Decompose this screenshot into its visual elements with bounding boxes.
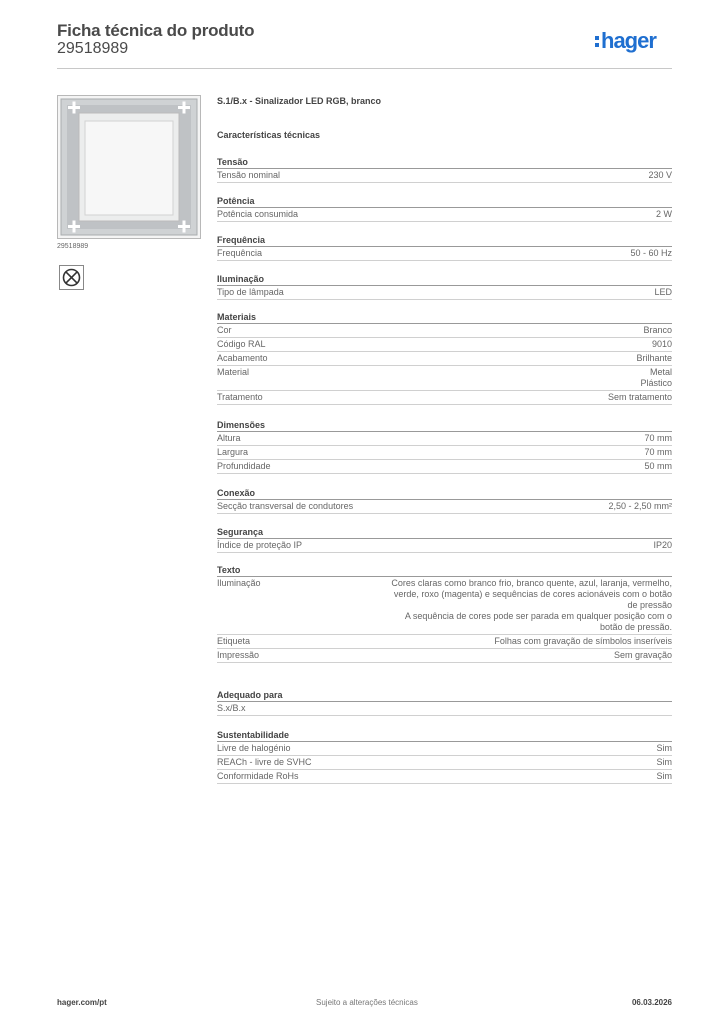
product-photo bbox=[57, 95, 201, 239]
spec-value: Sim bbox=[656, 771, 672, 781]
spec-row bbox=[217, 338, 672, 352]
spec-value-line: de pressão bbox=[627, 600, 672, 610]
spec-label: Livre de halogénio bbox=[217, 743, 291, 753]
spec-row bbox=[217, 391, 672, 405]
spec-value bbox=[640, 367, 672, 389]
header-title: Ficha técnica do produto bbox=[57, 21, 255, 40]
spec-row bbox=[217, 770, 672, 784]
spec-row bbox=[217, 324, 672, 338]
spec-row bbox=[217, 208, 672, 222]
photo-code: 29518989 bbox=[57, 243, 89, 250]
spec-row bbox=[217, 432, 672, 446]
spec-label: Largura bbox=[217, 447, 249, 457]
spec-label: Impressão bbox=[217, 650, 260, 660]
spec-value: IP20 bbox=[653, 540, 672, 550]
spec-value: Sem gravação bbox=[613, 650, 672, 660]
spec-row bbox=[217, 539, 672, 553]
spec-label: Conformidade RoHs bbox=[217, 771, 299, 781]
spec-label: Potência consumida bbox=[217, 209, 299, 219]
spec-row bbox=[217, 366, 672, 391]
spec-group-title: Materiais bbox=[217, 311, 672, 324]
spec-group-title: Texto bbox=[217, 564, 672, 577]
spec-value-line: verde, roxo (magenta) e sequências de cores acionáveis com o botão bbox=[393, 589, 672, 599]
spec-row bbox=[217, 756, 672, 770]
spec-value: Brilhante bbox=[636, 353, 672, 363]
spec-label: Índice de proteção IP bbox=[217, 540, 303, 550]
spec-group-title: Segurança bbox=[217, 526, 672, 539]
spec-label: Iluminação bbox=[217, 578, 261, 588]
hager-logo-icon bbox=[594, 27, 674, 57]
spec-label: Tipo de lâmpada bbox=[217, 287, 284, 297]
spec-group bbox=[217, 526, 672, 553]
spec-row bbox=[217, 649, 672, 663]
spec-label: Frequência bbox=[217, 248, 263, 258]
spec-value: Sem tratamento bbox=[607, 392, 672, 402]
spec-group-title: Conexão bbox=[217, 487, 672, 500]
spec-label: Código RAL bbox=[217, 339, 266, 349]
spec-value-line: A sequência de cores pode ser parada em qualquer posição com o bbox=[404, 611, 672, 621]
spec-value: Branco bbox=[643, 325, 672, 335]
spec-value: 70 mm bbox=[644, 433, 672, 443]
spec-value: 50 mm bbox=[644, 461, 672, 471]
spec-group-title: Tensão bbox=[217, 156, 672, 169]
spec-row bbox=[217, 352, 672, 366]
footer-website[interactable]: hager.com/pt bbox=[57, 998, 107, 1007]
spec-value: 230 V bbox=[648, 170, 672, 180]
logo-text: hager bbox=[601, 28, 656, 53]
spec-row bbox=[217, 577, 672, 635]
spec-group bbox=[217, 729, 672, 784]
spec-label: Profundidade bbox=[217, 461, 271, 471]
footer-date: 06.03.2026 bbox=[631, 998, 672, 1007]
spec-group bbox=[217, 195, 672, 222]
spec-value bbox=[367, 578, 672, 633]
spec-group bbox=[217, 156, 672, 183]
spec-row bbox=[217, 460, 672, 474]
footer-note: Sujeito a alterações técnicas bbox=[316, 998, 418, 1007]
spec-value: Sim bbox=[656, 757, 672, 767]
spec-row bbox=[217, 286, 672, 300]
spec-value-line: Metal bbox=[649, 367, 672, 377]
spec-group bbox=[217, 234, 672, 261]
spec-group bbox=[217, 273, 672, 300]
spec-row bbox=[217, 247, 672, 261]
spec-value: Sim bbox=[656, 743, 672, 753]
spec-group-title: Iluminação bbox=[217, 273, 672, 286]
spec-row bbox=[217, 635, 672, 649]
spec-label: REACh - livre de SVHC bbox=[217, 757, 312, 767]
spec-label: Material bbox=[217, 367, 250, 377]
spec-group-title: Potência bbox=[217, 195, 672, 208]
spec-row bbox=[217, 500, 672, 514]
spec-value-line: Plástico bbox=[640, 378, 672, 388]
spec-group bbox=[217, 419, 672, 474]
section-heading: Características técnicas bbox=[217, 130, 321, 140]
spec-group bbox=[217, 689, 672, 716]
spec-row bbox=[217, 446, 672, 460]
header-product-code: 29518989 bbox=[57, 40, 129, 57]
spec-label: Secção transversal de condutores bbox=[217, 501, 354, 511]
spec-row bbox=[217, 169, 672, 183]
spec-value: 70 mm bbox=[644, 447, 672, 457]
spec-value: LED bbox=[654, 287, 672, 297]
spec-label: Etiqueta bbox=[217, 636, 251, 646]
spec-group-title: Sustentabilidade bbox=[217, 729, 672, 742]
spec-row bbox=[217, 742, 672, 756]
spec-value: 2 W bbox=[655, 209, 672, 219]
spec-group-title: Adequado para bbox=[217, 689, 672, 702]
lamp-symbol-icon bbox=[59, 265, 84, 290]
spec-group bbox=[217, 487, 672, 514]
spec-label: Tensão nominal bbox=[217, 170, 281, 180]
spec-group bbox=[217, 564, 672, 663]
spec-group-title: Dimensões bbox=[217, 419, 672, 432]
spec-label: Tratamento bbox=[217, 392, 263, 402]
spec-label: Altura bbox=[217, 433, 241, 443]
spec-label: Acabamento bbox=[217, 353, 268, 363]
product-title: S.1/B.x - Sinalizador LED RGB, branco bbox=[217, 96, 382, 106]
spec-value-line: Cores claras como branco frio, branco quente, azul, laranja, vermelho, bbox=[391, 578, 672, 588]
spec-row bbox=[217, 702, 672, 716]
spec-label: Cor bbox=[217, 325, 232, 335]
spec-label: S.x/B.x bbox=[217, 703, 246, 713]
spec-group-title: Frequência bbox=[217, 234, 672, 247]
spec-value: Folhas com gravação de símbolos inseríveis bbox=[494, 636, 672, 646]
spec-value: 9010 bbox=[651, 339, 672, 349]
header-divider bbox=[57, 68, 672, 69]
spec-value-line: botão de pressão. bbox=[599, 622, 672, 632]
spec-value: 2,50 - 2,50 mm² bbox=[608, 501, 672, 511]
spec-value: 50 - 60 Hz bbox=[630, 248, 672, 258]
spec-group bbox=[217, 311, 672, 405]
